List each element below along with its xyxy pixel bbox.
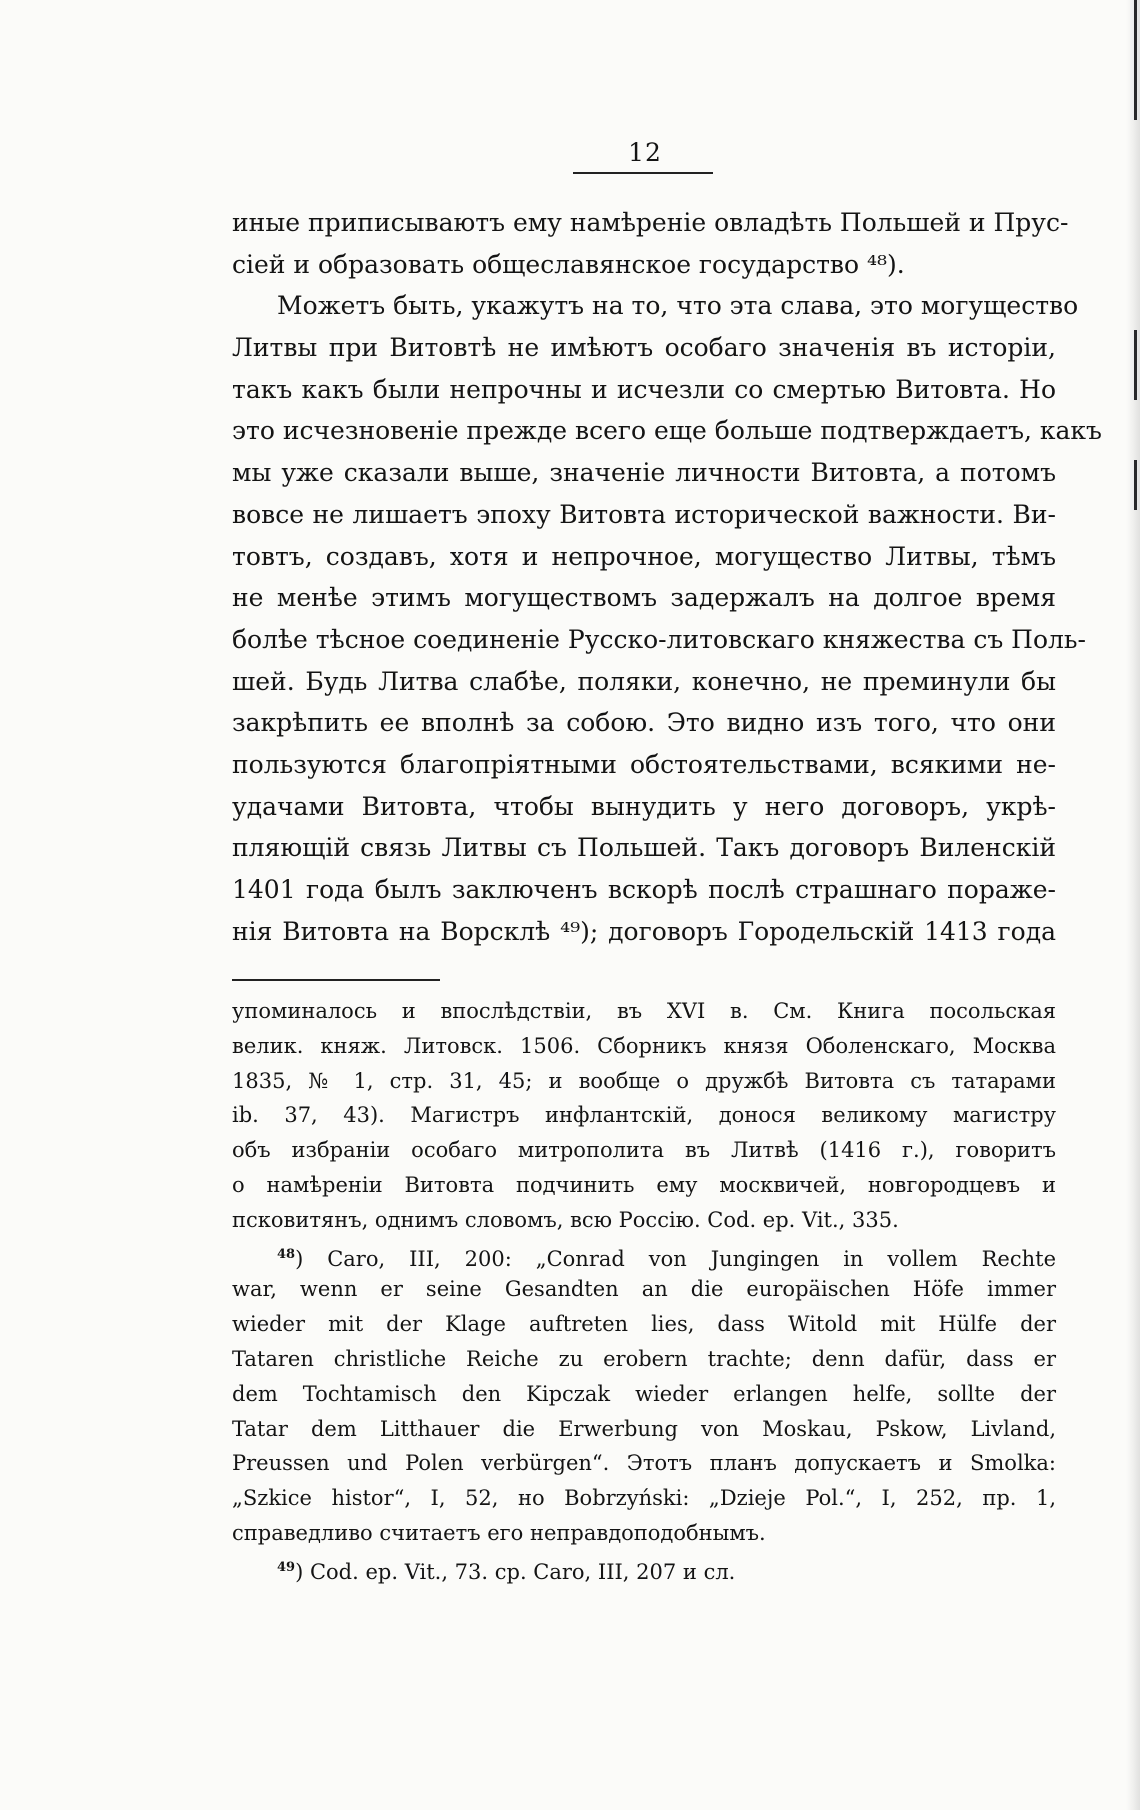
- text-line: не менѣе этимъ могуществомъ задержалъ на долгое время: [232, 583, 1056, 613]
- footnote-line: dem Tochtamisch den Kipczak wieder erlangen helfe, sollte der: [232, 1381, 1056, 1406]
- scan-edge-shadow: [1126, 0, 1140, 1810]
- text-line: нія Витовта на Ворсклѣ ⁴⁹); договоръ Городельскій 1413 года: [232, 916, 1056, 946]
- text-line: это исчезновеніе прежде всего еще больше подтверждаетъ, какъ: [232, 416, 1102, 446]
- header-rule: [573, 172, 713, 174]
- text-line: иные приписываютъ ему намѣреніе овладѣть Польшей и Прус-: [232, 208, 1069, 237]
- footnote-line: Tataren christliche Reiche zu erobern trachte; denn dafür, dass er: [232, 1346, 1056, 1371]
- footnotes-block: [232, 994, 1056, 1586]
- footnote-line: велик. княж. Литовск. 1506. Сборникъ князя Оболенскаго, Москва: [232, 1033, 1056, 1058]
- footnote-marker: 49: [277, 1559, 296, 1575]
- page-number: 12: [628, 138, 662, 167]
- footnote-line: ) Cod. ep. Vit., 73. ср. Caro, III, 207 и сл.: [295, 1559, 736, 1584]
- text-line: пляющій связь Литвы съ Польшей. Такъ договоръ Виленскій: [232, 833, 1056, 863]
- text-line: пользуются благопріятными обстоятельствами, всякими не-: [232, 749, 1056, 779]
- footnote-line: Preussen und Polen verbürgen“. Этотъ планъ допускаетъ и Smolka:: [232, 1451, 1056, 1476]
- footnote-line: Tatar dem Litthauer die Erwerbung von Moskau, Pskow, Livland,: [232, 1416, 1056, 1441]
- footnote-line: 1835, № 1, стр. 31, 45; и вообще о дружбѣ Витовта съ татарами: [232, 1068, 1056, 1093]
- footnote-line: о намѣреніи Витовта подчинить ему москвичей, новгородцевъ и: [232, 1172, 1056, 1197]
- footnote-marker: 48: [277, 1246, 296, 1262]
- scan-edge-mark: [1134, 330, 1137, 400]
- footnote-line: ib. 37, 43). Магистръ инфлантскій, донося великому магистру: [232, 1103, 1056, 1128]
- footnote-48: [232, 1238, 1056, 1273]
- scan-edge-mark: [1134, 460, 1137, 510]
- scan-edge-mark: [1134, 0, 1137, 120]
- text-line: 1401 года былъ заключенъ вскорѣ послѣ страшнаго пораже-: [232, 875, 1056, 904]
- main-text-block: [232, 202, 1102, 952]
- footnote-line: ) Caro, III, 200: „Conrad von Jungingen in vollem Rechte: [295, 1246, 1056, 1271]
- footnote-line: справедливо считаетъ его неправдоподобнымъ.: [232, 1520, 766, 1545]
- text-line: вовсе не лишаетъ эпоху Витовта исторической важности. Ви-: [232, 499, 1056, 529]
- text-line: сіей и образовать общеславянское государство ⁴⁸).: [232, 249, 905, 279]
- footnote-line: псковитянъ, однимъ словомъ, всю Россію. Cod. ep. Vit., 335.: [232, 1207, 899, 1232]
- text-line: такъ какъ были непрочны и исчезли со смертью Витовта. Но: [232, 374, 1056, 404]
- footnote-separator: [232, 979, 440, 981]
- text-line: Можетъ быть, укажутъ на то, что эта слава, это могущество: [277, 291, 1079, 321]
- footnote-line: объ избраніи особаго митрополита въ Литвѣ (1416 г.), говоритъ: [232, 1138, 1056, 1163]
- footnote-line: war, wenn er seine Gesandten an die europäischen Höfe immer: [232, 1277, 1056, 1302]
- text-line: товтъ, создавъ, хотя и непрочное, могущество Литвы, тѣмъ: [232, 541, 1056, 571]
- text-line: болѣе тѣсное соединеніе Русско-литовскаго княжества съ Поль-: [232, 624, 1086, 654]
- footnote-line: wieder mit der Klage auftreten lies, dass Witold mit Hülfe der: [232, 1312, 1056, 1337]
- text-line: удачами Витовта, чтобы вынудить у него договоръ, укрѣ-: [232, 791, 1056, 821]
- text-line: закрѣпить ее вполнѣ за собою. Это видно изъ того, что они: [232, 708, 1056, 738]
- text-line: мы уже сказали выше, значеніе личности Витовта, а потомъ: [232, 458, 1056, 488]
- text-line: Литвы при Витовтѣ не имѣютъ особаго значенія въ исторіи,: [232, 333, 1056, 363]
- footnote-line: упоминалось и впослѣдствіи, въ XVI в. См. Книга посольская: [232, 999, 1056, 1023]
- footnote-49: [232, 1551, 1056, 1586]
- text-line: шей. Будь Литва слабѣе, поляки, конечно, не преминули бы: [232, 666, 1056, 696]
- footnote-line: „Szkice histor“, I, 52, но Bobrzyński: „Dzieje Pol.“, I, 252, пр. 1,: [232, 1486, 1056, 1511]
